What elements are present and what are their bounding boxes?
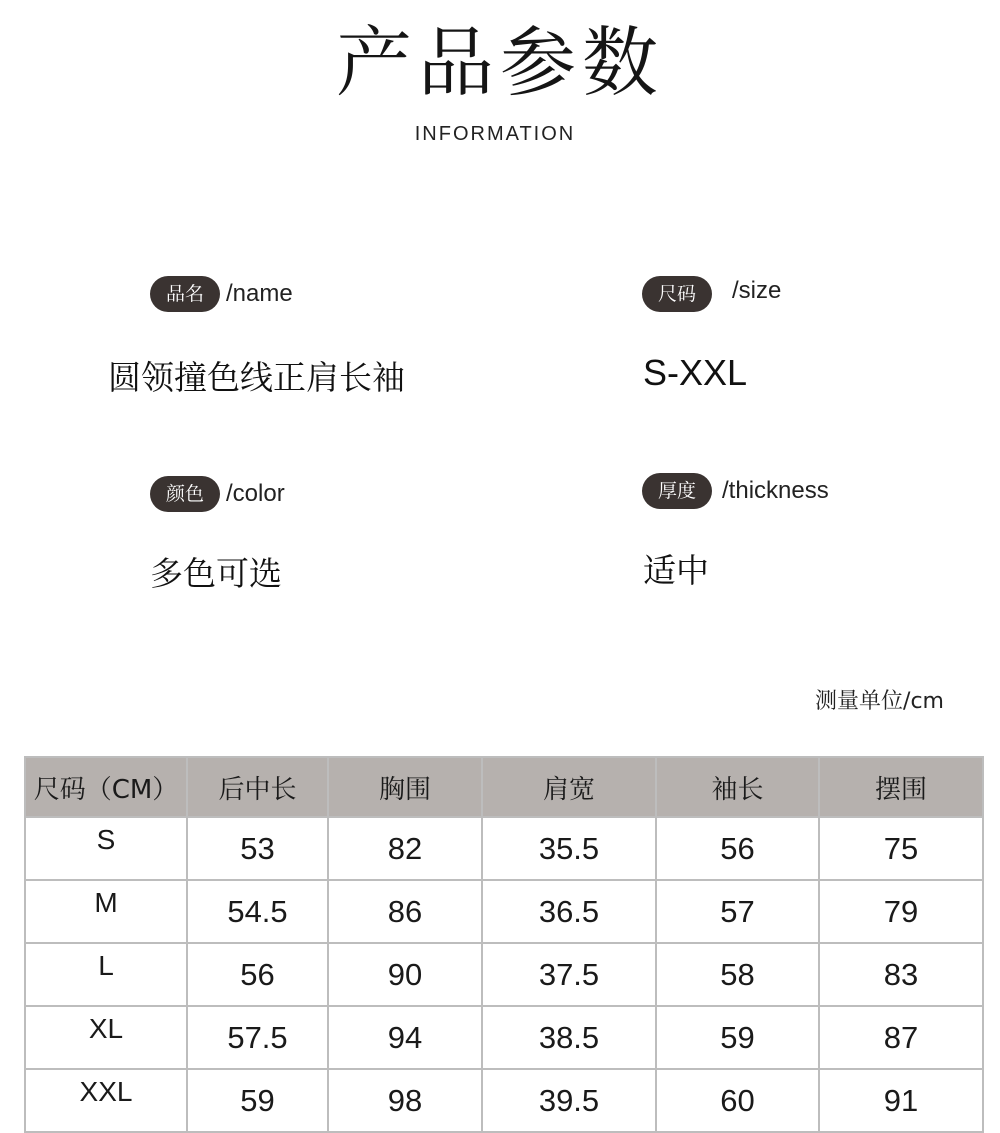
spec-thickness-badge: 厚度: [642, 473, 712, 509]
table-cell: 87: [819, 1006, 983, 1069]
spec-color-badge: 颜色: [150, 476, 220, 512]
table-cell: 98: [328, 1069, 482, 1132]
spec-size-badge: 尺码: [642, 276, 712, 312]
table-header-sleeve: 袖长: [656, 757, 819, 817]
spec-color-label: [150, 475, 285, 513]
page-subtitle: INFORMATION: [414, 123, 576, 145]
spec-color-value: 多色可选: [150, 554, 282, 593]
size-table: [24, 756, 984, 1133]
table-row: [25, 1006, 983, 1069]
table-header-shoulder: 肩宽: [482, 757, 656, 817]
spec-name-badge: 品名: [150, 276, 220, 312]
spec-name-label-en: /name: [226, 280, 293, 307]
spec-size-label-en: /size: [732, 277, 782, 304]
table-header-hem: 摆围: [819, 757, 983, 817]
table-cell: 54.5: [187, 880, 328, 943]
table-cell-size: M: [25, 880, 187, 943]
table-row: [25, 943, 983, 1006]
table-cell: 86: [328, 880, 482, 943]
table-cell: 58: [656, 943, 819, 1006]
table-cell-size: S: [25, 817, 187, 880]
table-cell: 59: [656, 1006, 819, 1069]
table-cell: 94: [328, 1006, 482, 1069]
spec-color-label-en: /color: [226, 480, 285, 507]
spec-thickness-value: 适中: [643, 551, 709, 590]
table-cell: 37.5: [482, 943, 656, 1006]
table-cell: 90: [328, 943, 482, 1006]
table-cell-size: XXL: [25, 1069, 187, 1132]
table-cell: 57.5: [187, 1006, 328, 1069]
table-cell: 53: [187, 817, 328, 880]
table-cell: 59: [187, 1069, 328, 1132]
table-cell-size: XL: [25, 1006, 187, 1069]
table-cell: 79: [819, 880, 983, 943]
spec-thickness-label-en: /thickness: [722, 477, 829, 504]
page-title: 产品参数: [336, 18, 664, 107]
table-cell: 60: [656, 1069, 819, 1132]
table-cell: 38.5: [482, 1006, 656, 1069]
table-cell: 57: [656, 880, 819, 943]
table-cell-size: L: [25, 943, 187, 1006]
spec-size-value: S-XXL: [643, 352, 748, 393]
spec-thickness-label: [642, 472, 829, 510]
table-cell: 75: [819, 817, 983, 880]
measurement-unit-note: 测量单位/cm: [815, 689, 944, 714]
table-cell: 36.5: [482, 880, 656, 943]
table-cell: 91: [819, 1069, 983, 1132]
table-header-back-length: 后中长: [187, 757, 328, 817]
table-row: [25, 880, 983, 943]
table-cell: 56: [187, 943, 328, 1006]
table-row: [25, 1069, 983, 1132]
table-cell: 82: [328, 817, 482, 880]
table-row: [25, 817, 983, 880]
spec-size-label: [642, 275, 781, 313]
table-header-size: 尺码（CM）: [25, 757, 187, 817]
spec-name-value: 圆领撞色线正肩长袖: [108, 358, 405, 397]
table-header-chest: 胸围: [328, 757, 482, 817]
table-cell: 39.5: [482, 1069, 656, 1132]
table-cell: 35.5: [482, 817, 656, 880]
spec-name-label: [150, 275, 293, 313]
table-cell: 56: [656, 817, 819, 880]
table-header-row: [25, 757, 983, 817]
table-cell: 83: [819, 943, 983, 1006]
